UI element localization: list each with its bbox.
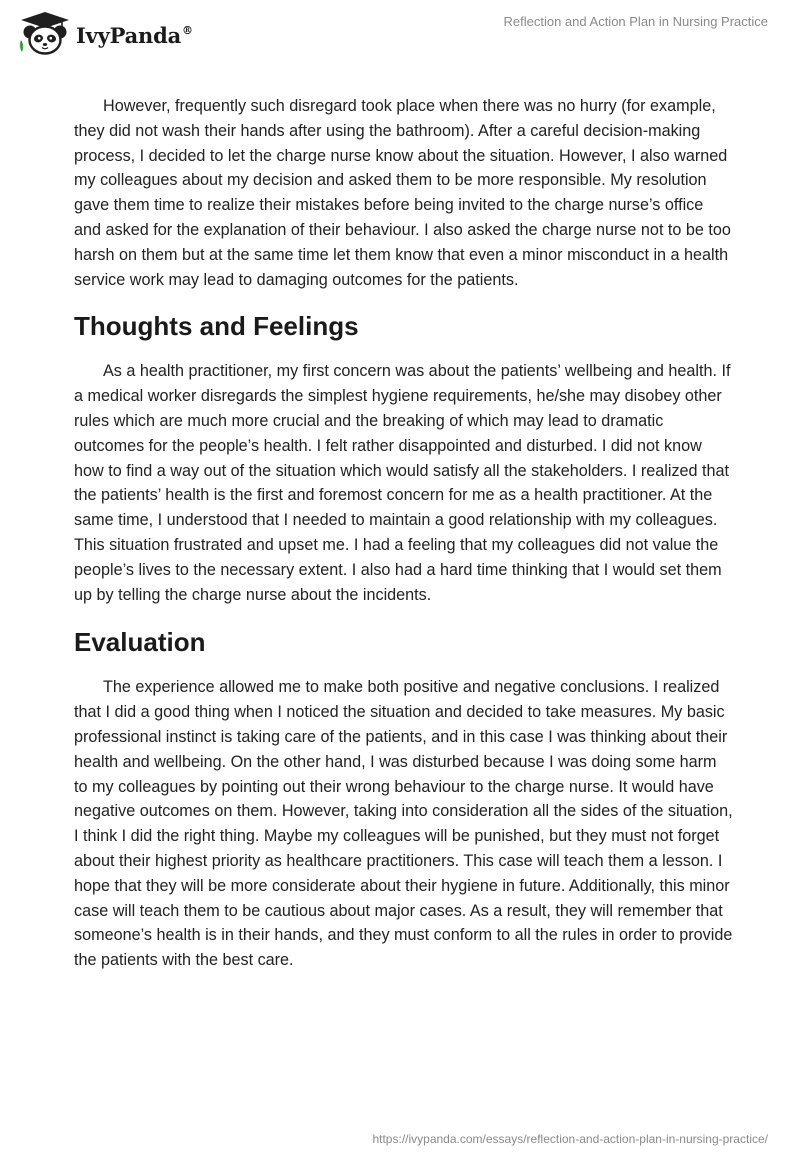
essay-content xyxy=(74,94,734,973)
thoughts-paragraph: As a health practitioner, my first concern was about the patients’ wellbeing and health. If a medical worker disregards the simplest hygiene requirements, he/she may disobey other rules which are much more crucial and the breaking of which may lead to dramatic outcomes for the people’s health. I felt rather disappointed and disturbed. I did not know how to find a way out of the situation which would satisfy all the stakeholders. I realized that the patients’ health is the first and foremost concern for me as a health practitioner. At the same time, I understood that I needed to maintain a good relationship with my colleagues. This situation frustrated and upset me. I had a feeling that my colleagues did not value the people’s lives to the necessary extent. I also had a hard time thinking that I would set them up by telling the charge nurse about the incidents. xyxy=(74,362,731,604)
source-url[interactable]: https://ivypanda.com/essays/reflection-and-action-plan-in-nursing-practice/ xyxy=(372,1132,768,1146)
panda-graduation-icon xyxy=(16,10,74,58)
logo-wordmark: IvyPanda® xyxy=(76,22,193,48)
heading-thoughts-and-feelings: Thoughts and Feelings xyxy=(74,311,359,342)
intro-paragraph: However, frequently such disregard took place when there was no hurry (for example, they did not wash their hands after using the bathroom). After a careful decision-making process, I decided to let the charge nurse know about the situation. However, I also warned my colleagues about my decision and asked them to be more responsible. My resolution gave them time to realize their mistakes before being invited to the charge nurse’s office and asked for the explanation of their behaviour. I also asked the charge nurse not to be too harsh on them but at the same time let them know that even a minor misconduct in a health service work may lead to damaging outcomes for the patients. xyxy=(74,97,731,289)
heading-evaluation: Evaluation xyxy=(74,627,206,658)
document-title: Reflection and Action Plan in Nursing Practice xyxy=(503,14,768,29)
ivypanda-logo[interactable] xyxy=(16,9,206,59)
registered-mark: ® xyxy=(182,23,193,37)
evaluation-paragraph: The experience allowed me to make both positive and negative conclusions. I realized that I did a good thing when I noticed the situation and decided to take measures. My basic professional instinct is taking care of the patients, and in this case I was thinking about their health and wellbeing. On the other hand, I was disturbed because I was doing some harm to my colleagues by pointing out their wrong behaviour to the charge nurse. It would have negative outcomes on them. However, taking into consideration all the sides of the situation, I think I did the right thing. Maybe my colleagues will be punished, but they must not forget about their highest priority as healthcare practitioners. This case will teach them a lesson. I hope that they will be more considerate about their hygiene in future. Additionally, this minor case will teach them to be cautious about major cases. As a result, they will remember that someone’s health is in their hands, and they must conform to all the rules in order to provide the patients with the best care. xyxy=(74,678,733,970)
page-header xyxy=(0,0,800,70)
